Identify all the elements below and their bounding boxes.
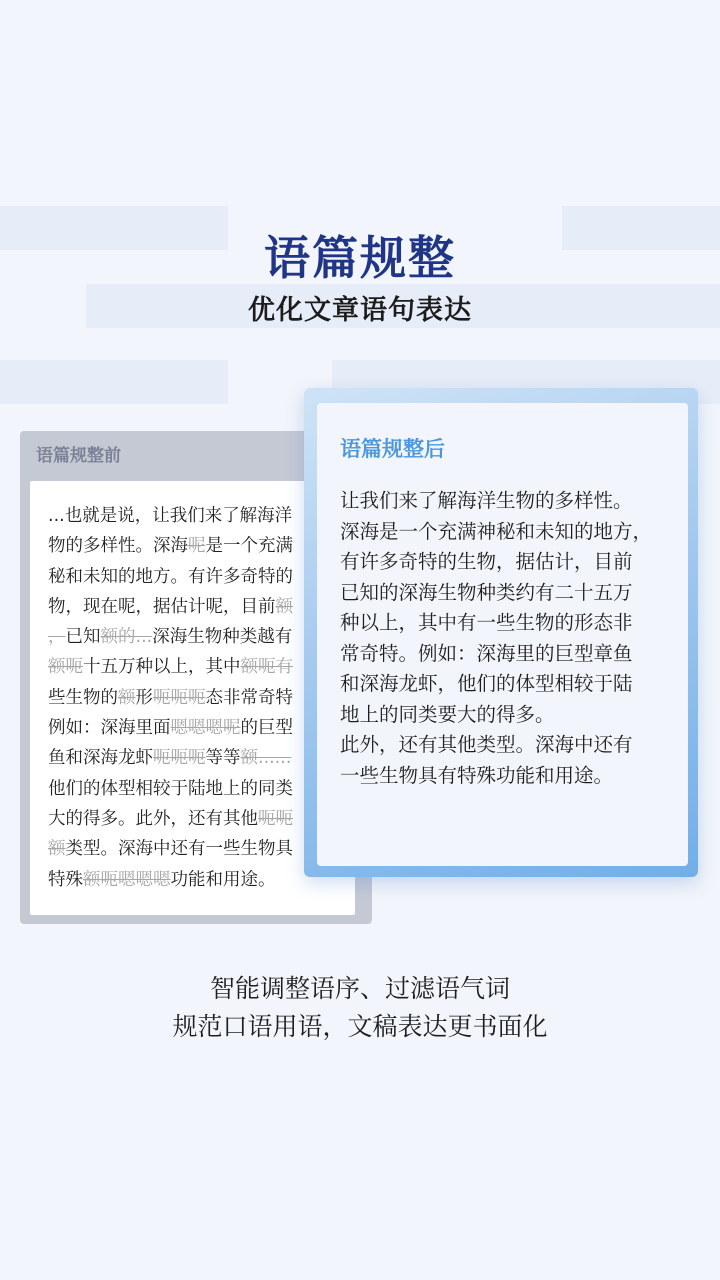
after-card-title: 语篇规整后 <box>340 437 445 461</box>
text-segment: 深海生物种类越有 <box>152 627 293 648</box>
filler-word: 呃呃呃 <box>153 748 206 769</box>
text-segment: 形 <box>135 687 153 708</box>
after-card-body <box>317 403 688 866</box>
filler-word: 额呃 <box>48 657 83 678</box>
filler-word: 呃呃 <box>258 808 293 829</box>
feature-subtitle: 优化文章语句表达 <box>248 295 472 326</box>
filler-word: 额呃嗯嗯嗯 <box>83 869 171 890</box>
after-line: 让我们来了解海洋生物的多样性。 <box>340 489 633 512</box>
feature-title: 语篇规整 <box>264 231 456 285</box>
filler-word: 额 <box>118 687 136 708</box>
filler-word: 额 <box>275 596 293 617</box>
text-segment: 例如：深海里面 <box>48 718 171 739</box>
feature-description <box>0 970 720 1046</box>
description-line-2: 规范口语用语，文稿表达更书面化 <box>172 1012 548 1041</box>
text-segment: 功能和用途。 <box>170 869 276 890</box>
filler-word: 呃呃呃 <box>153 687 206 708</box>
background-stripe <box>0 360 228 404</box>
filler-word: ， <box>48 627 66 648</box>
filler-word: 额 <box>48 839 66 860</box>
text-segment: 的巨型 <box>240 718 293 739</box>
description-line-1: 智能调整语序、过滤语气词 <box>209 974 510 1003</box>
filler-word: 嗯嗯嗯呢 <box>170 718 241 739</box>
text-segment: 他们的体型相较于陆地上的同类 <box>48 778 293 799</box>
after-line: 地上的同类要大的得多。 <box>340 702 555 726</box>
text-segment: 类型。深海中还有一些生物具 <box>65 839 293 860</box>
text-segment: ...也就是说，让我们来了解海洋 <box>48 506 293 526</box>
before-card-title: 语篇规整前 <box>36 446 121 466</box>
text-segment: 大的得多。此外，还有其他 <box>48 808 258 829</box>
after-line: 常奇特。例如：深海里的巨型章鱼 <box>340 641 633 665</box>
text-segment: 已知 <box>65 627 101 648</box>
text-segment: 物的多样性。深海 <box>48 536 188 557</box>
filler-word: 呢 <box>188 536 206 557</box>
filler-word: 额的... <box>100 627 153 648</box>
after-line: 和深海龙虾，他们的体型相较于陆 <box>340 672 633 695</box>
after-line: 一些生物具有特殊功能和用途。 <box>340 763 614 787</box>
after-line: 此外，还有其他类型。深海中还有 <box>340 733 633 756</box>
text-segment: 些生物的 <box>48 687 118 708</box>
text-segment: 等等 <box>205 748 241 769</box>
after-text <box>340 486 652 791</box>
after-line: 深海是一个充满神秘和未知的地方， <box>340 519 653 543</box>
text-segment: 秘和未知的地方。有许多奇特的 <box>48 566 293 587</box>
text-segment: 特殊 <box>48 869 83 890</box>
text-segment: 是一个充满 <box>205 536 293 557</box>
after-card <box>304 388 698 877</box>
text-segment: 态非常奇特 <box>205 687 293 708</box>
filler-word: 额...... <box>240 748 292 769</box>
after-line: 种以上，其中有一些生物的形态非 <box>340 611 633 634</box>
text-segment: 鱼和深海龙虾 <box>48 748 153 769</box>
filler-word: 额呃有 <box>240 657 293 678</box>
after-line: 有许多奇特的生物，据估计，目前 <box>340 550 633 573</box>
text-segment: 十五万种以上，其中 <box>83 657 241 678</box>
text-segment: 物，现在呢，据估计呢，目前 <box>48 596 276 617</box>
after-line: 已知的深海生物种类约有二十五万 <box>340 580 633 604</box>
